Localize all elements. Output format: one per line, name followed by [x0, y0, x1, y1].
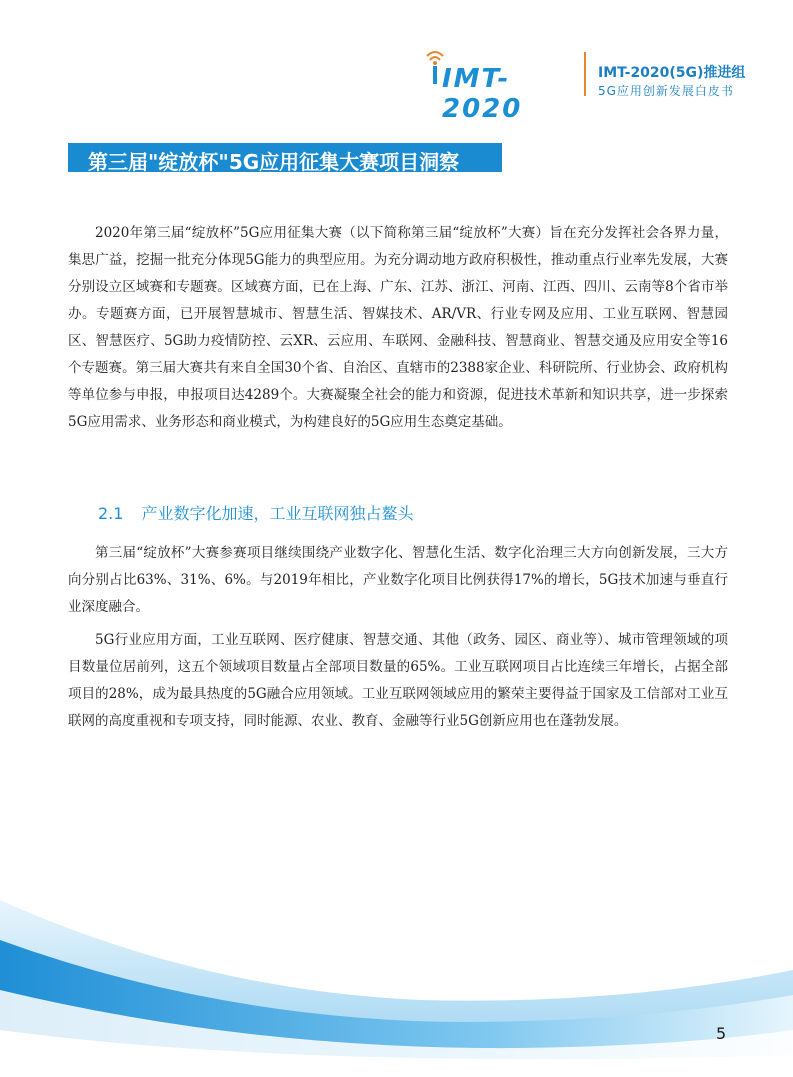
body-paragraph-3: 5G行业应用方面，工业互联网、医疗健康、智慧交通、其他（政务、园区、商业等）、城市管理领域的项目数量位居前列，这五个领域项目数量占全部项目数量的65%。工业互联网项目占比连续三年增长，占据全部项目的28%，成为最具热度的5G融合应用领域。工业互联网领域应用的繁荣主要得益于国家及工信部对工业互联网的高度重视和专项支持，同时能源、农业、教育、金融等行业5G创新应用也在蓬勃发展。	[68, 632, 728, 729]
header-divider	[584, 52, 586, 96]
logo-text: IMT-2020	[442, 64, 523, 124]
decorative-wave	[0, 880, 793, 1077]
intro-paragraph: 2020年第三届“绽放杯”5G应用征集大赛（以下简称第三届“绽放杯”大赛）旨在充分发挥社会各界力量，集思广益，挖掘一批充分体现5G能力的典型应用。为充分调动地方政府积极性，推动重点行业率先发展，大赛分别设立区域赛和专题赛。区域赛方面，已在上海、广东、江苏、浙江、河南、江西、四川、云南等8个省市举办。专题赛方面，已开展智慧城市、智慧生活、智媒技术、AR/VR、行业专网及应用、工业互联网、智慧园区、智慧医疗、5G助力疫情防控、云XR、云应用、车联网、金融科技、智慧商业、智慧交通及应用安全等16个专题赛。第三届大赛共有来自全国30个省、自治区、直辖市的2388家企业、科研院所、行业协会、政府机构等单位参与申报，申报项目达4289个。大赛凝聚全社会的能力和资源，促进技术革新和知识共享，进一步探索5G应用需求、业务形态和商业模式，为构建良好的5G应用生态奠定基础。	[68, 225, 728, 430]
page-header	[420, 42, 760, 124]
page-number: 5	[716, 1024, 727, 1043]
imt2020-logo	[424, 42, 584, 124]
subsection-title: 产业数字化加速，工业互联网独占鳌头	[141, 504, 414, 523]
header-group-name: IMT-2020(5G)推进组	[598, 65, 746, 81]
section-title: 第三届"绽放杯"5G应用征集大赛项目洞察	[88, 150, 460, 174]
header-doc-title: 5G应用创新发展白皮书	[598, 84, 734, 98]
subsection-heading	[98, 501, 413, 524]
subsection-number: 2.1	[98, 504, 124, 523]
body-paragraph-2: 第三届“绽放杯”大赛参赛项目继续围绕产业数字化、智慧化生活、数字化治理三大方向创新发展，三大方向分别占比63%、31%、6%。与2019年相比，产业数字化项目比例获得17%的增长，5G技术加速与垂直行业深度融合。	[68, 545, 728, 615]
